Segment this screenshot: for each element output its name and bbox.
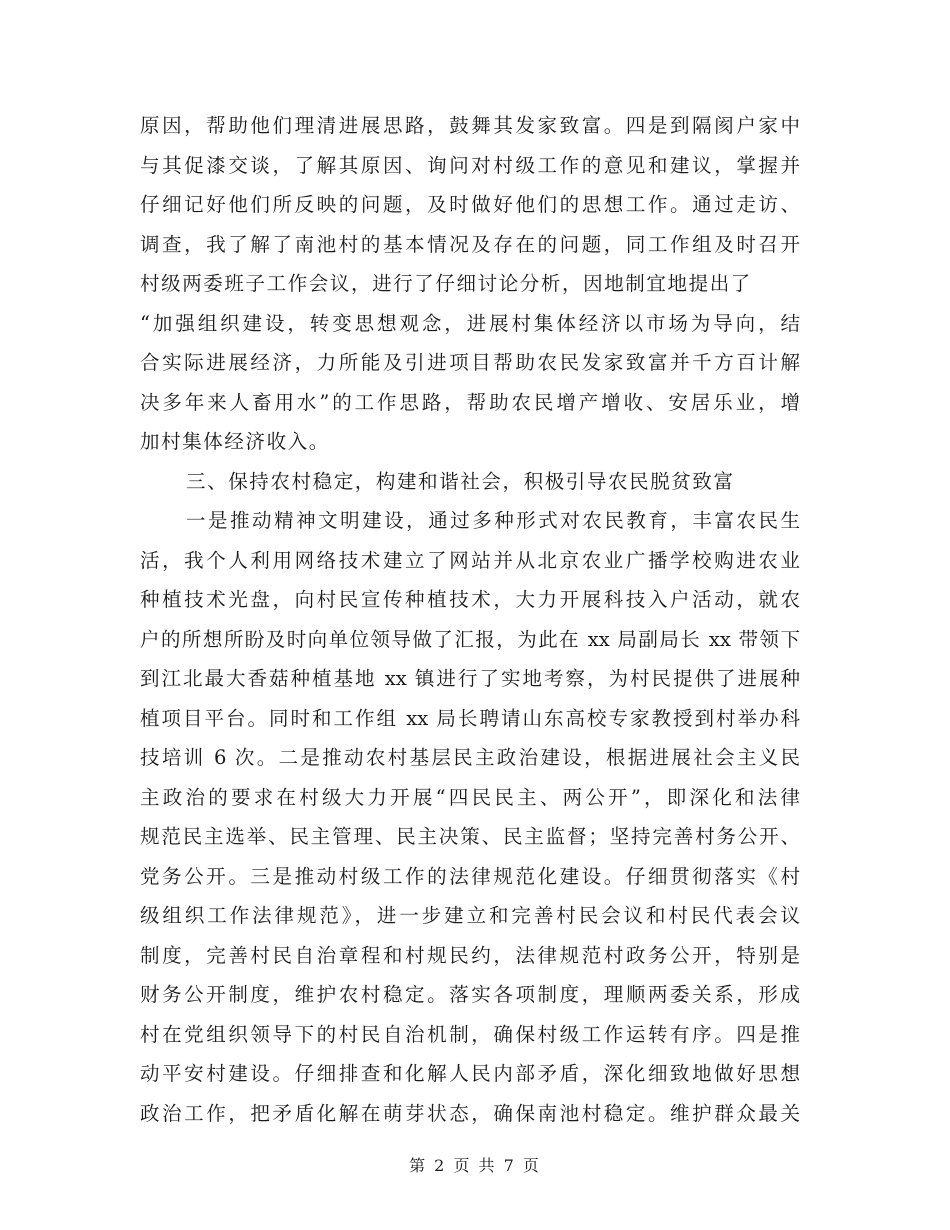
text-line: 仔细记好他们所反映的问题，及时做好他们的思想工作。通过走访、 — [140, 193, 800, 216]
text-line: “加强组织建设，转变思想观念，进展村集体经济以市场为导向，结 — [140, 311, 800, 335]
text-line: 活，我个人利用网络技术建立了网站并从北京农业广播学校购进农业 — [140, 548, 800, 572]
text-line: 原因，帮助他们理清进展思路，鼓舞其发家致富。四是到隔阂户家中 — [140, 114, 800, 137]
section-heading: 三、保持农村稳定，构建和谐社会，积极引导农民脱贫致富 — [186, 469, 735, 493]
text-line: 技培训 6 次。二是推动农村基层民主政治建设，根据进展社会主义民 — [140, 746, 800, 769]
page-number-footer: 第 2 页 共 7 页 — [409, 1156, 541, 1175]
text-line: 种植技术光盘，向村民宣传种植技术，大力开展科技入户活动，就农 — [140, 588, 800, 611]
text-line: 户的所想所盼及时向单位领导做了汇报，为此在 xx 局副局长 xx 带领下 — [140, 627, 800, 651]
text-line: 到江北最大香菇种植基地 xx 镇进行了实地考察，为村民提供了进展种 — [140, 667, 800, 690]
text-line: 规范民主选举、民主管理、民主决策、民主监督；坚持完善村务公开、 — [140, 825, 800, 848]
text-line: 合实际进展经济，力所能及引进项目帮助农民发家致富并千方百计解 — [140, 351, 800, 374]
text-line: 植项目平台。同时和工作组 xx 局长聘请山东高校专家教授到村举办科 — [140, 706, 800, 730]
text-line: 党务公开。三是推动村级工作的法律规范化建设。仔细贯彻落实《村 — [140, 864, 800, 888]
text-line: 动平安村建设。仔细排查和化解人民内部矛盾，深化细致地做好思想 — [140, 1062, 800, 1085]
text-line: 政治工作，把矛盾化解在萌芽状态，确保南池村稳定。维护群众最关 — [140, 1101, 800, 1125]
text-line: 村在党组织领导下的村民自治机制，确保村级工作运转有序。四是推 — [140, 1022, 800, 1046]
text-line: 财务公开制度，维护农村稳定。落实各项制度，理顺两委关系，形成 — [140, 983, 800, 1006]
text-line: 主政治的要求在村级大力开展“四民民主、两公开”，即深化和法律 — [140, 785, 800, 809]
text-line: 与其促漆交谈，了解其原因、询问对村级工作的意见和建议，掌握并 — [140, 153, 800, 177]
text-line: 调查，我了解了南池村的基本情况及存在的问题，同工作组及时召开 — [140, 232, 800, 256]
text-line: 级组织工作法律规范》，进一步建立和完善村民会议和村民代表会议 — [140, 904, 800, 927]
text-line: 加村集体经济收入。 — [140, 430, 330, 453]
text-line: 制度，完善村民自治章程和村规民约，法律规范村政务公开，特别是 — [140, 943, 800, 967]
text-line: 一是推动精神文明建设，通过多种形式对农民教育，丰富农民生 — [186, 509, 800, 532]
text-line: 决多年来人畜用水”的工作思路，帮助农民增产增收、安居乐业，增 — [140, 390, 800, 414]
text-line: 村级两委班子工作会议，进行了仔细讨论分析，因地制宜地提出了 — [140, 272, 752, 295]
document-body — [140, 106, 800, 1133]
